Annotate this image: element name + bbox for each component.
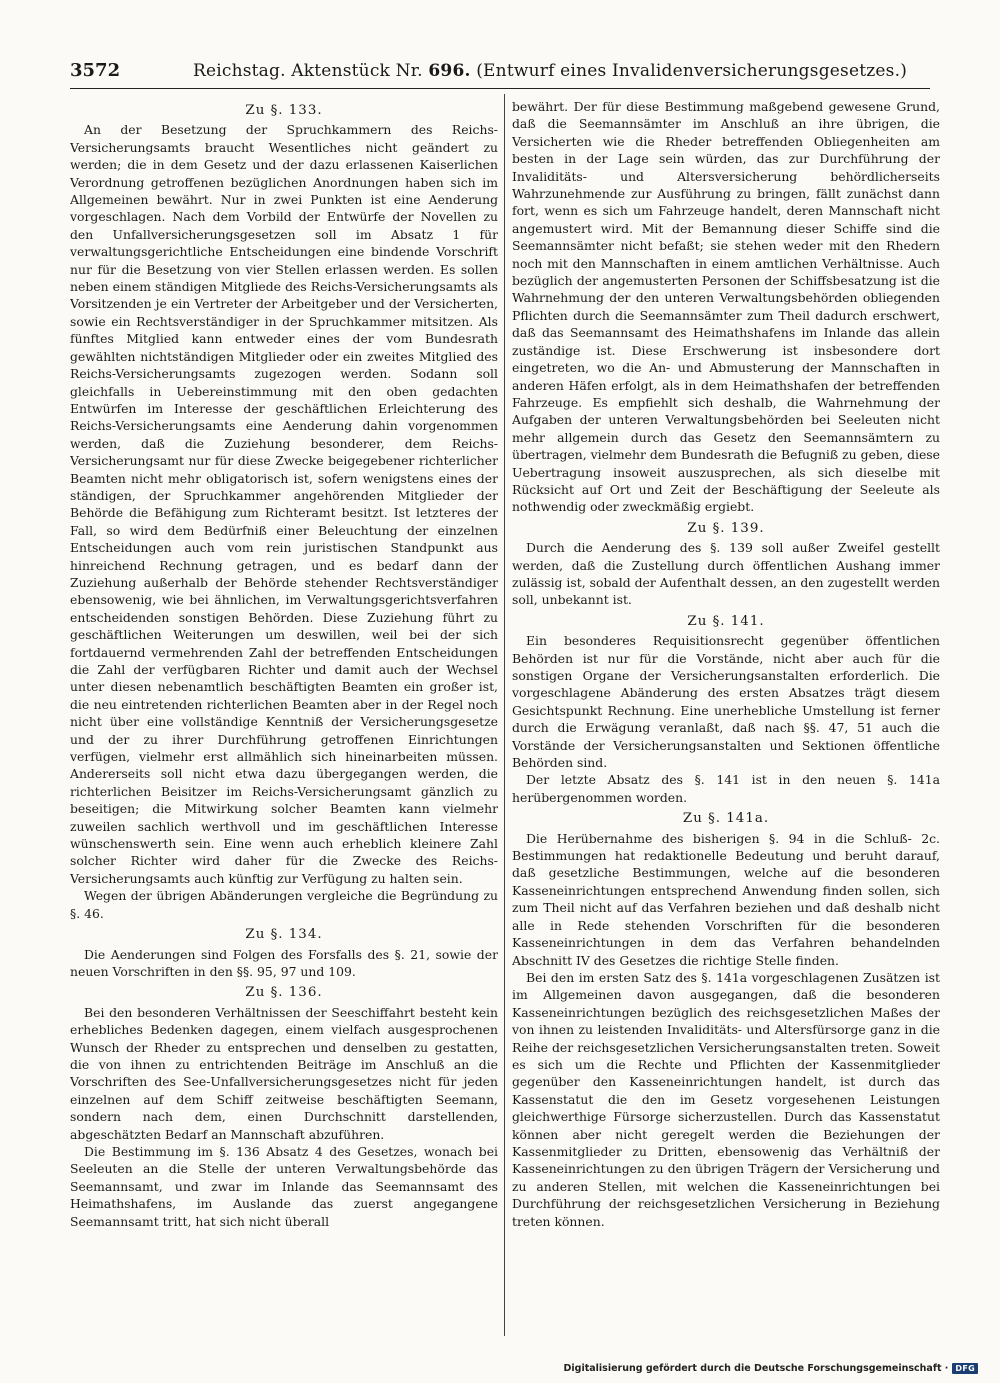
running-head	[170, 61, 930, 81]
page-header	[70, 60, 930, 88]
paragraph: Die Herübernahme des bisherigen §. 94 in die Schluß- 2c. Bestimmungen hat redaktionelle Bedeutung und beruht darauf, daß gesetzliche Bestimmungen, welche auf die besonderen Kasseneinrichtungen entsprechend Anwendung finden sollen, sich zum Theil nicht auf das Verfahren beziehen und daß deshalb nicht alle in Rede stehenden Vorschriften für die besonderen Kasseneinrichtungen in dem das Verfahren behandelnden Abschnitt IV des Gesetzes die richtige Stelle finden.	[512, 830, 940, 968]
paragraph-continued: bewährt. Der für diese Bestimmung maßgebend gewesene Grund, daß die Seemannsämter im Anschluß an ihre übrigen, die Versicherten wie die Rheder betreffenden Obliegenheiten am besten in der Lage sein würden, das zur Durchführung der Invaliditäts- und Altersversicherung behördlicherseits Wahrzunehmende zur Ausführung zu bringen, fällt zunächst dann fort, wenn es sich um Fahrzeuge handelt, deren Mannschaft nicht angemustert wird. Mit der Bemannung dieser Schiffe sind die Seemannsämter nicht befaßt; sie stehen weder mit den Rhedern noch mit den Mannschaften in einem amtlichen Verhältnisse. Auch bezüglich der angemusterten Personen der Schiffsbesatzung ist die Wahrnehmung der den unteren Verwaltungsbehörden obliegenden Pflichten durch die Seemannsämter zum Theil dadurch erschwert, daß das Seemannsamt des Heimathshafens im Inlande das allein zuständige ist. Diese Erschwerung ist insbesondere dort eingetreten, wo die An- und Abmusterung der Mannschaften in anderen Häfen erfolgt, als in dem Heimathshafen der betreffenden Fahrzeuge. Es empfiehlt sich deshalb, die Wahrnehmung der Aufgaben der unteren Verwaltungsbehörden bei Seeleuten nicht mehr allgemein durch das Gesetz den Seemannsämtern zu übertragen, vielmehr dem Bundesrath die Befugniß zu geben, diese Uebertragung insoweit auszusprechen, als sich dieselbe mit Rücksicht auf Ort und Zeit der Beschäftigung der Seeleute als nothwendig oder zweckmäßig ergiebt.	[512, 99, 940, 515]
section-heading-141: Zu §. 141.	[687, 613, 765, 629]
left-column	[70, 98, 498, 1338]
paragraph: Ein besonderes Requisitionsrecht gegenüber öffentlichen Behörden ist nur für die Vorstände, nicht aber auch für die sonstigen Organe der Versicherungsanstalten erforderlich. Die vorgeschlagene Abänderung des ersten Absatzes trägt diesem Gesichtspunkt Rechnung. Eine unerhebliche Umstellung ist ferner durch die Erwägung veranlaßt, daß nach §§. 47, 51 auch die Vorstände der Versicherungsanstalten und Sektionen öffentliche Behörden sind.	[512, 633, 940, 771]
dfg-logo-icon: DFG	[952, 1363, 978, 1374]
section-heading-139: Zu §. 139.	[687, 520, 765, 536]
section-heading-136: Zu §. 136.	[245, 985, 323, 1001]
running-head-text: Reichstag. Aktenstück Nr.	[192, 61, 429, 81]
document-number: 696.	[428, 61, 471, 81]
paragraph: An der Besetzung der Spruchkammern des Reichs-Versicherungsamts braucht Wesentliches nicht geändert zu werden; die in dem Gesetz und der dazu erlassenen Kaiserlichen Verordnung getroffenen bezüglichen Anordnungen haben sich im Allgemeinen bewährt. Nur in zwei Punkten ist eine Aenderung vorgeschlagen. Nach dem Vorbild der Entwürfe der Novellen zu den Unfallversicherungsgesetzen soll im Absatz 1 für verwaltungsgerichtliche Entscheidungen eine bindende Vorschrift nur für die Besetzung von vier Stellen erlassen werden. Es sollen neben einem ständigen Mitgliede des Reichs-Versicherungsamts als Vorsitzenden je ein Vertreter der Arbeitgeber und der Versicherten, sowie ein Rechtsverständiger in der Spruchkammer mitsitzen. Als fünftes Mitglied kann entweder eines der vom Bundesrath gewählten nichtständigen Mitglieder oder ein zweites Mitglied des Reichs-Versicherungsamts zugezogen werden. Sodann soll gleichfalls in Uebereinstimmung mit den oben gedachten Entwürfen im Interesse der geschäftlichen Erleichterung des Reichs-Versicherungsamts eine Aenderung dahin vorgenommen werden, daß die Zuziehung besonderer, dem Reichs-Versicherungsamt nur für diese Zwecke beigegebener richterlicher Beamten nicht mehr obligatorisch ist, sofern wenigstens eines der ständigen, der Spruchkammer angehörenden Mitglieder der Behörde die Befähigung zum Richteramt besitzt. Ist letzteres der Fall, so wird dem Bedürfniß einer Beleuchtung der einzelnen Entscheidungen auch vom rein juristischen Standpunkt aus hinreichend Rechnung getragen, und es bedarf dann der Zuziehung außerhalb der Behörde stehender Rechtsverständiger ebensowenig, wie bei ähnlichen, im Verwaltungsgerichtsverfahren entscheidenden sonstigen Behörden. Diese Zuziehung führt zu geschäftlichen Weiterungen um deswillen, weil bei der sich fortdauernd vermehrenden Zahl der betreffenden Entscheidungen die Zahl der verfügbaren Richter und damit auch der Wechsel unter diesen nebenamtlich beschäftigten Beamten ein großer ist, die neu eintretenden richterlichen Beamten aber in der Regel noch nicht über eine vollständige Kenntniß der Versicherungsgesetze und der zu ihrer Durchführung getroffenen Einrichtungen verfügen, vielmehr erst allmählich sich hineinarbeiten müssen. Andererseits soll nicht etwa dazu übergegangen werden, die richterlichen Beisitzer im Reichs-Versicherungsamt gänzlich zu beseitigen; die Mitwirkung solcher Beamten kann vielmehr zuweilen sachlich werthvoll und im geschäftlichen Interesse wünschenswerth sein. Eine wenn auch erheblich kleinere Zahl solcher Richter wird daher für die Zwecke des Reichs-Versicherungsamts auch künftig zur Verfügung zu halten sein.	[70, 122, 498, 886]
paragraph: Bei den im ersten Satz des §. 141a vorgeschlagenen Zusätzen ist im Allgemeinen davon ausgegangen, daß die besonderen Kasseneinrichtungen bezüglich des reichsgesetzlichen Maßes der von ihnen zu leistenden Invaliditäts- und Altersfürsorge ganz in die Reihe der reichsgesetzlichen Versicherungsanstalten treten. Soweit es sich um die Rechte und Pflichten der Kassenmitglieder gegenüber den Kasseneinrichtungen handelt, ist durch das Kassenstatut die den im Gesetz vorgesehenen Leistungen gleichwerthige Fürsorge sicherzustellen. Durch das Kassenstatut können aber nicht geregelt werden die Beziehungen der Kassenmitglieder zu Dritten, ebensowenig das Verhältniß der Kasseneinrichtungen zu den übrigen Trägern der Versicherung und zu anderen Stellen, mit welchen die Kasseneinrichtungen bei Durchführung der reichsgesetzlichen Versicherung in Beziehung treten können.	[512, 969, 940, 1229]
section-heading-133: Zu §. 133.	[245, 103, 323, 118]
section-heading-134: Zu §. 134.	[245, 927, 323, 943]
page-number: 3572	[70, 60, 121, 81]
paragraph: Der letzte Absatz des §. 141 ist in den neuen §. 141a herübergenommen worden.	[512, 772, 940, 805]
running-head-title: (Entwurf eines Invalidenversicherungsgesetzes.)	[470, 61, 908, 81]
column-divider	[504, 94, 505, 1336]
paragraph: Die Bestimmung im §. 136 Absatz 4 des Gesetzes, wonach bei Seeleuten an die Stelle der unteren Verwaltungsbehörde das Seemannsamt, und zwar im Inlande das Seemannsamt des Heimathshafens, im Auslande das zuerst angegangene Seemannsamt tritt, hat sich nicht überall	[70, 1143, 498, 1229]
header-rule	[70, 88, 930, 89]
paragraph: Die Aenderungen sind Folgen des Forsfalls des §. 21, sowie der neuen Vorschriften in den §§. 95, 97 und 109.	[70, 946, 498, 979]
credit-text: Digitalisierung gefördert durch die Deutsche Forschungsgemeinschaft ·	[563, 1362, 949, 1374]
section-heading-141a: Zu §. 141a.	[682, 811, 770, 827]
digitization-credit	[564, 1361, 978, 1375]
right-column	[512, 98, 940, 1338]
paragraph: Durch die Aenderung des §. 139 soll außer Zweifel gestellt werden, daß die Zustellung durch öffentlichen Aushang immer zulässig ist, sobald der Aufenthalt dessen, an den zugestellt werden soll, unbekannt ist.	[512, 540, 940, 608]
paragraph: Bei den besonderen Verhältnissen der Seeschiffahrt besteht kein erhebliches Bedenken dagegen, einem vielfach ausgesprochenen Wunsch der Rheder zu entsprechen und denselben zu gestatten, die von ihnen zu entrichtenden Beiträge im Anschluß an die Vorschriften des See-Unfallversicherungsgesetzes nicht für jeden einzelnen auf dem Schiff zeitweise beschäftigten Seemann, sondern nach dem, einen Durchschnitt darstellenden, abgeschätzten Bedarf an Mannschaft abzuführen.	[70, 1004, 498, 1142]
paragraph: Wegen der übrigen Abänderungen vergleiche die Begründung zu §. 46.	[70, 888, 498, 921]
